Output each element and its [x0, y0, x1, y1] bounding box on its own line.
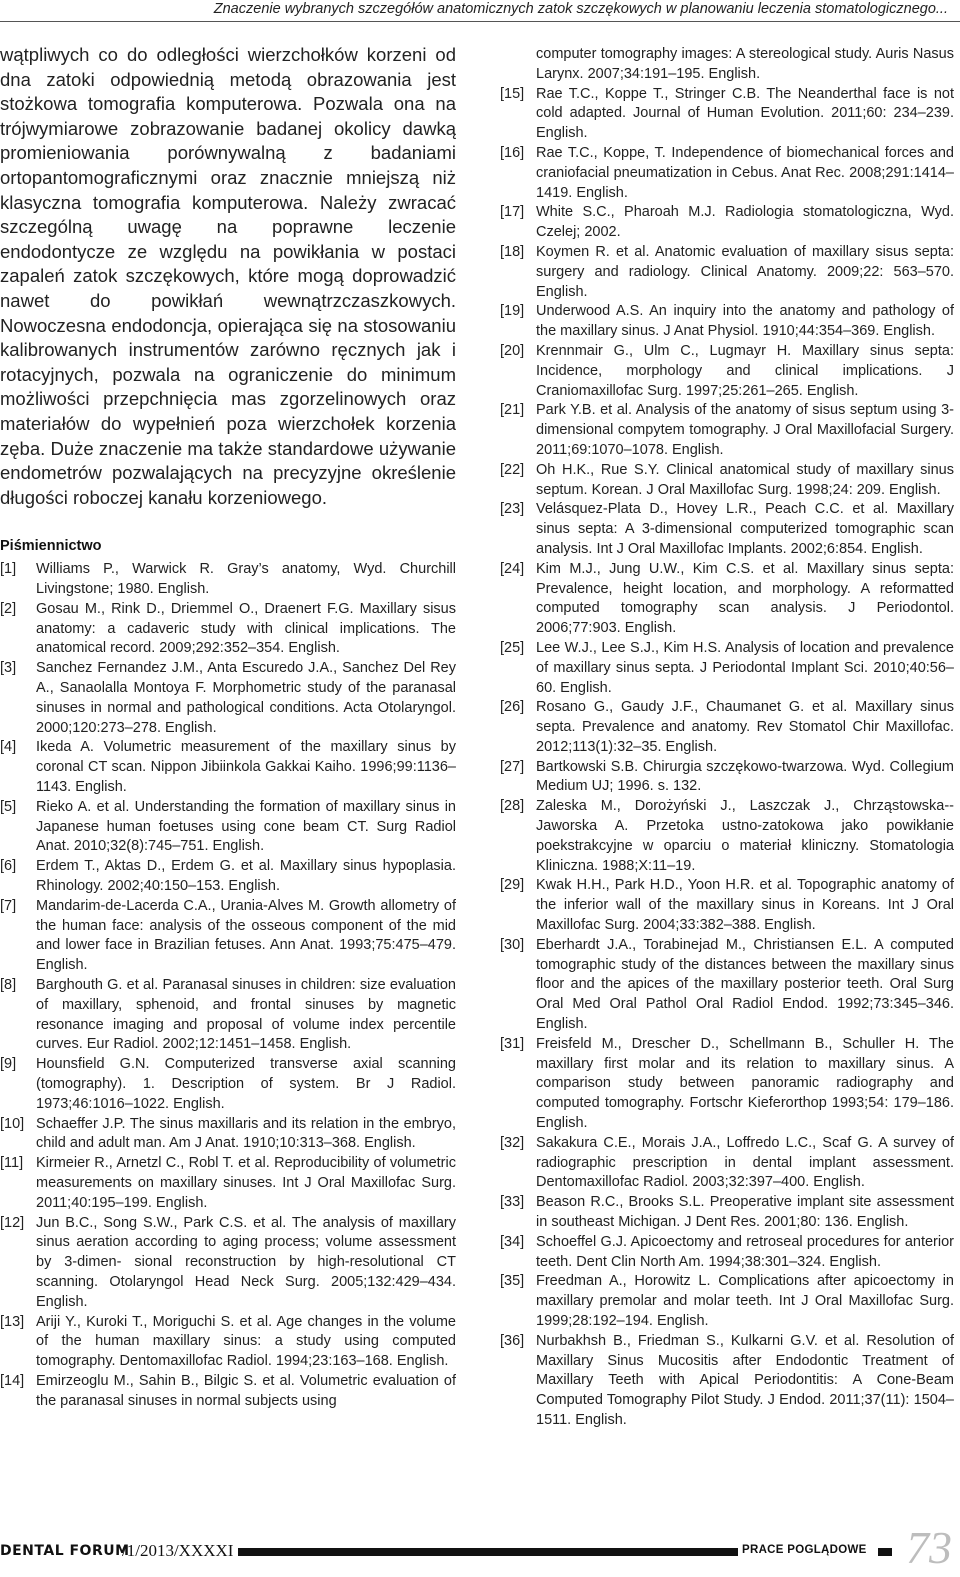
- reference-text: Rosano G., Gaudy J.F., Chaumanet G. et al. Maxillary sinus septa. Prevalence and anatomy. Rev Stomatol Chir Maxillofac. 2012;113(1):32–35. English.: [536, 699, 954, 755]
- reference-text: Schaeffer J.P. The sinus maxillaris and its relation in the embryo, child and adult man. Am J Anat. 1910;10:313–368. English.: [36, 1115, 456, 1152]
- reference-item: [500, 500, 954, 559]
- reference-number: [8]: [0, 977, 17, 994]
- reference-item: [500, 342, 954, 401]
- reference-text: Erdem T., Aktas D., Erdem G. et al. Maxillary sinus hypoplasia. Rhinology. 2002;40:150–153. English.: [36, 858, 456, 895]
- reference-item: [500, 1272, 954, 1331]
- reference-number: [1]: [0, 561, 17, 578]
- journal-logo: DENTAL FORUM: [0, 1543, 130, 1559]
- reference-text: White S.C., Pharoah M.J. Radiologia stomatologiczna, Wyd. Czelej; 2002.: [536, 204, 954, 241]
- reference-number: [28]: [500, 798, 525, 815]
- footer-divider-bar: [238, 1548, 738, 1556]
- reference-item: [0, 1313, 456, 1372]
- reference-text: Krennmair G., Ulm C., Lugmayr H. Maxillary sinus septa: Incidence, morphology and clinical implications. J Craniomaxillofac Surg. 1997;25:261–265. English.: [536, 342, 954, 399]
- reference-number: [19]: [500, 303, 525, 320]
- reference-number: [26]: [500, 699, 525, 716]
- reference-text: Barghouth G. et al. Paranasal sinuses in children: size evaluation of maxillary, sphenoid, and frontal sinuses by magnetic resonance imaging and proposal of volume index percentile curves. Eur Radiol. 2002;12:1451–1458. English.: [36, 977, 456, 1053]
- reference-number: [22]: [500, 461, 525, 478]
- section-marker-bar: [878, 1548, 892, 1556]
- reference-item: [0, 976, 456, 1055]
- reference-number: [25]: [500, 639, 525, 656]
- reference-number: [12]: [0, 1214, 25, 1231]
- reference-number: [31]: [500, 1035, 525, 1052]
- reference-item: [500, 1332, 954, 1431]
- reference-number: [30]: [500, 936, 525, 953]
- reference-text: Rieko A. et al. Understanding the formation of maxillary sinus in Japanese human foetuses using cone beam CT. Surg Radiol Anat. 2010;32(8):745–751. English.: [36, 798, 456, 855]
- reference-text: Sanchez Fernandez J.M., Anta Escuredo J.A., Sanchez Del Rey A., Sanaolalla Montoya F. Morphometric study of the paranasal sinuses in normal and pathological conditions. Acta Otolaryngol. 2000;120:273–278. English.: [36, 660, 456, 736]
- reference-number: [27]: [500, 758, 525, 775]
- reference-item: [0, 1214, 456, 1313]
- left-column: [0, 43, 456, 1513]
- reference-text: Williams P., Warwick R. Gray’s anatomy, Wyd. Churchill Livingstone; 1980. English.: [36, 561, 456, 598]
- reference-number: [9]: [0, 1056, 17, 1073]
- reference-item: [500, 144, 954, 203]
- reference-text: Beason R.C., Brooks S.L. Preoperative implant site assessment in southeast Michigan. J Dent Res. 2001;80: 136. English.: [536, 1194, 954, 1231]
- references-heading: Piśmiennictwo: [0, 538, 102, 555]
- reference-number: [21]: [500, 402, 525, 419]
- reference-continuation: computer tomography images: A stereological study. Auris Nasus Larynx. 2007;34:191–195. English.: [536, 46, 954, 82]
- reference-text: Jun B.C., Song S.W., Park C.S. et al. The analysis of maxillary sinus aeration according to aging process; volume assessment by 3-dimen- sional reconstruction by high-resolutional CT scanning. Otolaryngol Head Neck Surg. 2005;132:429–434. English.: [36, 1214, 456, 1310]
- reference-number: [20]: [500, 342, 525, 359]
- reference-text: Ariji Y., Kuroki T., Moriguchi S. et al. Age changes in the volume of the human maxillary sinus: a study using computed tomography. Dentomaxillofac Radiol. 1994;23:163–168. English.: [36, 1313, 456, 1370]
- reference-text: Oh H.K., Rue S.Y. Clinical anatomical study of maxillary sinus septum. Korean. J Oral Maxillofac Surg. 1998;24: 209. English.: [536, 461, 954, 498]
- reference-text: Schoeffel G.J. Apicoectomy and retroseal procedures for anterior teeth. Dent Clin North Am. 1994;38:301–324. English.: [536, 1233, 954, 1270]
- reference-item: [500, 639, 954, 698]
- reference-item: [0, 1154, 456, 1213]
- reference-text: Nurbakhsh B., Friedman S., Kulkarni G.V. et al. Resolution of Maxillary Sinus Mucositis after Endodontic Treatment of Maxillary Teeth with Apical Periodontitis: A Cone-Beam Computed Tomography Pilot Study. J Endod. 2011;37(11): 1504–1511. English.: [536, 1332, 954, 1428]
- reference-text: Bartkowski S.B. Chirurgia szczękowo-twarzowa. Wyd. Collegium Medium UJ; 1996. s. 132.: [536, 758, 954, 795]
- reference-number: [4]: [0, 739, 17, 756]
- reference-text: Koymen R. et al. Anatomic evaluation of maxillary sisus septa: surgery and radiology. Clinical Anatomy. 2009;22: 563–570. English.: [536, 243, 954, 300]
- reference-text: Eberhardt J.A., Torabinejad M., Christiansen E.L. A computed tomographic study of the distances between the maxillary sinus floor and the apices of the maxillary posterior teeth. Oral Surg Oral Med Oral Pathol Oral Radiol Endod. 1992;73:345–346. English.: [536, 936, 954, 1033]
- reference-text: Zaleska M., Dorożyński J., Laszczak J., Chrząstowska--Jaworska A. Przetoka ustno-zatokowa jako powikłanie poekstrakcyjne w oparciu o materiał kliniczny. Stomatologia Kliniczna. 1988;X:11–19.: [536, 798, 954, 874]
- reference-item: [500, 1035, 954, 1134]
- reference-number: [29]: [500, 877, 525, 894]
- reference-item: [0, 600, 456, 659]
- references-list-left: [0, 560, 456, 1411]
- reference-number: [3]: [0, 660, 17, 677]
- reference-number: [33]: [500, 1194, 525, 1211]
- reference-text: Kirmeier R., Arnetzl C., Robl T. et al. Reproducibility of volumetric measurements on maxillary sinuses. Int J Oral Maxillofac Surg. 2011;40:195–199. English.: [36, 1155, 456, 1211]
- header-rule: [0, 21, 960, 22]
- reference-text: Lee W.J., Lee S.J., Kim H.S. Analysis of location and prevalence of maxillary sinus septa. J Periodontal Implant Sci. 2010;40:56–60. English.: [536, 639, 954, 696]
- reference-item: [500, 1134, 954, 1193]
- reference-number: [36]: [500, 1332, 525, 1349]
- reference-item: [0, 857, 456, 897]
- reference-number: [32]: [500, 1134, 525, 1151]
- reference-text: Sakakura C.E., Morais J.A., Loffredo L.C., Scaf G. A survey of radiographic prescription in dental implant assessment. Dentomaxillofac Radiol. 2003;32:397–400. English.: [536, 1134, 954, 1191]
- reference-number: [18]: [500, 243, 525, 260]
- reference-number: [14]: [0, 1372, 25, 1389]
- references-list-right: [500, 85, 954, 1431]
- reference-text: Hounsfield G.N. Computerized transverse axial scanning (tomography). 1. Description of system. Br J Radiol. 1973;46:1016–1022. English.: [36, 1056, 456, 1112]
- reference-item: [500, 1233, 954, 1273]
- reference-number: [15]: [500, 85, 525, 102]
- right-column: [500, 45, 954, 1515]
- reference-text: Emirzeoglu M., Sahin B., Bilgic S. et al. Volumetric evaluation of the paranasal sinuses in normal subjects using: [36, 1372, 456, 1409]
- reference-number: [17]: [500, 204, 525, 221]
- reference-text: Kwak H.H., Park H.D., Yoon H.R. et al. Topographic anatomy of the inferior wall of the maxillary sinus in Koreans. Int J Oral Maxillofac Surg. 2004;33:382–388. English.: [536, 877, 954, 934]
- reference-number: [5]: [0, 798, 17, 815]
- reference-text: Ikeda A. Volumetric measurement of the maxillary sinus by coronal CT scan. Nippon Jibiinkola Gakkai Kaiho. 1996;99:1136–1143. English.: [36, 739, 456, 796]
- reference-text: Gosau M., Rink D., Driemmel O., Draenert F.G. Maxillary sisus anatomy: a cadaveric study with clinical implications. The anatomical record. 2009;292:352–354. English.: [36, 600, 456, 657]
- running-header: Znaczenie wybranych szczegółów anatomicznych zatok szczękowych w planowaniu leczenia stomatologicznego...: [213, 1, 948, 17]
- reference-item: [500, 302, 954, 342]
- reference-item: [500, 85, 954, 144]
- reference-item: [0, 1055, 456, 1114]
- reference-item: [0, 738, 456, 797]
- page-number: 73: [906, 1522, 952, 1573]
- reference-text: Mandarim-de-Lacerda C.A., Urania-Alves M. Growth allometry of the human face: analysis of the osseous component of the mid and lower face in Brazilian fetuses. Ann Anat. 1993;75:475–479. English.: [36, 897, 456, 974]
- reference-item: [500, 936, 954, 1035]
- reference-item: [500, 1193, 954, 1233]
- reference-number: [23]: [500, 501, 525, 518]
- reference-number: [10]: [0, 1115, 25, 1132]
- reference-text: Freisfeld M., Drescher D., Schellmann B., Schuller H. The maxillary first molar and its relation to maxillary sinus. A comparison study between panoramic radiography and computed tomography. Fortschr Kieferorthop 1993;54: 179–186. English.: [536, 1035, 954, 1132]
- reference-item: [0, 1372, 456, 1412]
- page-footer: [0, 1522, 960, 1577]
- reference-number: [6]: [0, 858, 17, 875]
- reference-item: [0, 897, 456, 976]
- reference-number: [34]: [500, 1233, 525, 1250]
- reference-item: [500, 698, 954, 757]
- reference-item: [0, 1115, 456, 1155]
- reference-item: [500, 797, 954, 876]
- reference-number: [11]: [0, 1155, 24, 1172]
- reference-text: Velásquez-Plata D., Hovey L.R., Peach C.C. et al. Maxillary sinus septa: A 3-dimensional computerized tomographic scan analysis. Int J Oral Maxillofac Implants. 2002;6:854. English.: [536, 501, 954, 557]
- reference-item: [500, 203, 954, 243]
- reference-item: [500, 758, 954, 798]
- reference-item: [0, 659, 456, 738]
- reference-text: Park Y.B. et al. Analysis of the anatomy of sisus septum using 3-dimensional compytem tomography. J Oral Maxillofacial Surgery. 2011;69:1070–1078. English.: [536, 402, 954, 458]
- reference-number: [16]: [500, 144, 525, 161]
- reference-text: Rae T.C., Koppe T., Stringer C.B. The Neanderthal face is not cold adapted. Journal of Human Evolution. 2011;60: 234–239. English.: [536, 85, 954, 142]
- reference-item: [500, 243, 954, 302]
- reference-item: [500, 876, 954, 935]
- reference-item: [0, 798, 456, 857]
- reference-number: [7]: [0, 897, 17, 914]
- reference-text: Freedman A., Horowitz L. Complications after apicoectomy in maxillary premolar and molar teeth. Int J Oral Maxillofac Surg. 1999;28:192–194. English.: [536, 1273, 954, 1329]
- reference-text: Kim M.J., Jung U.W., Kim C.S. et al. Maxillary sinus septa: Prevalence, height location, and morphology. A reformatted computed tomography scan analysis. J Periodontol. 2006;77:903. English.: [536, 560, 954, 637]
- reference-number: [13]: [0, 1313, 25, 1330]
- issue-label: /1/2013/XXXXI: [122, 1541, 234, 1560]
- reference-item: [500, 401, 954, 460]
- reference-item: [500, 560, 954, 639]
- body-paragraph: wątpliwych co do odległości wierzchołków korzeni od dna zatoki odpowiednią metodą obrazowania jest stożkowa tomografia komputerowa. Pozwala ona na trójwymiarowe zobrazowanie badanej okolicy dawką promieniowania porównywalną z badaniami ortopantomograficznymi oraz znacznie mniejszą niż klasyczna tomografia komputerowa. Należy zwracać szczególną uwagę na poprawne leczenie endodontycze ze względu na powikłania w postaci zapaleń zatok szczękowych, które mogą doprowadzić nawet do powikłań wewnątrzczaszkowych. Nowoczesna endodoncja, opierająca się na stosowaniu kalibrowanych instrumentów zarówno ręcznych jak i rotacyjnych, pozwala na ograniczenie do minimum możliwości przepchnięcia mas zgorzelinowych oraz materiałów do wypełnień poza wierzchołek korzenia zęba. Duże znaczenie ma także standardowe używanie endometrów pozwalających na precyzyjne określenie długości roboczej kanału korzeniowego.: [0, 44, 456, 508]
- reference-item: [0, 560, 456, 600]
- reference-number: [35]: [500, 1273, 525, 1290]
- reference-text: Underwood A.S. An inquiry into the anatomy and pathology of the maxillary sinus. J Anat Physiol. 1910;44:354–369. English.: [536, 303, 954, 340]
- reference-item: [500, 461, 954, 501]
- reference-text: Rae T.C., Koppe, T. Independence of biomechanical forces and craniofacial pneumatization in Cebus. Anat Rec. 2008;291:1414–1419. English.: [536, 144, 954, 201]
- reference-number: [24]: [500, 560, 525, 577]
- reference-number: [2]: [0, 600, 17, 617]
- section-label: PRACE POGLĄDOWE: [742, 1544, 867, 1556]
